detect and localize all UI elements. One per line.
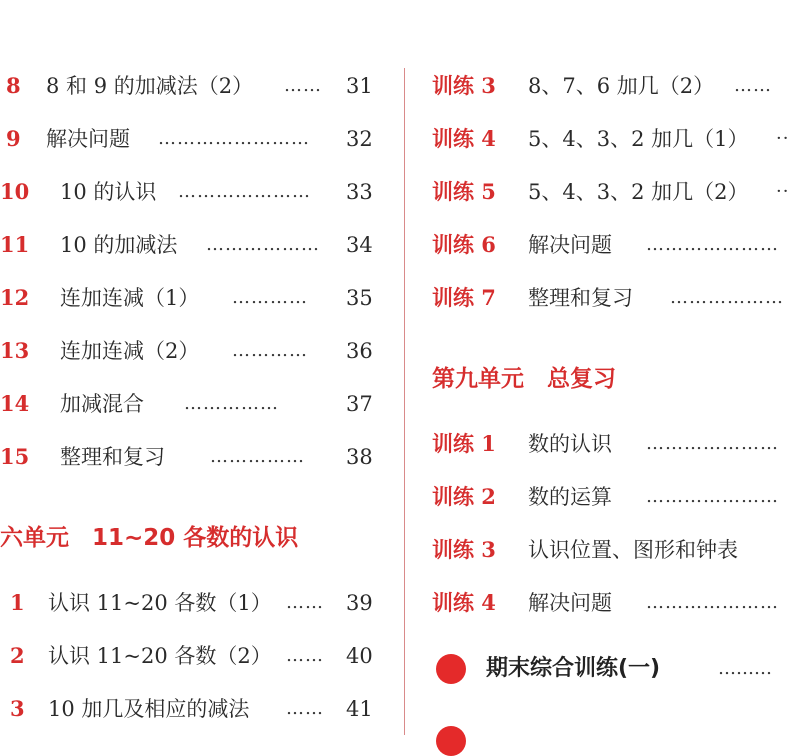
leader-dots: ……………… [670, 287, 784, 308]
entry-label: 训练 1 [432, 431, 496, 456]
entry-title: 10 的加减法 [60, 233, 178, 257]
toc-entry[interactable] [432, 483, 790, 513]
entry-number: 2 [10, 643, 25, 668]
toc-entry[interactable] [0, 125, 400, 155]
leader-dots: ………………… [646, 433, 779, 454]
toc-entry[interactable] [432, 589, 790, 619]
column-divider [404, 68, 405, 735]
entry-number: 14 [0, 391, 30, 416]
entry-label: 训练 6 [432, 232, 496, 257]
leader-dots: …………… [184, 393, 279, 414]
entry-title: 10 的认识 [60, 180, 157, 204]
entry-title: 解决问题 [528, 591, 612, 615]
entry-title: 10 加几及相应的减法 [48, 697, 250, 721]
entry-number: 9 [6, 126, 21, 151]
page-number: 34 [346, 233, 373, 257]
toc-entry[interactable] [0, 695, 400, 725]
leader-dots: …………………… [158, 128, 310, 149]
entry-number: 12 [0, 285, 30, 310]
entry-title: 加减混合 [60, 392, 144, 416]
entry-title: 连加连减（2） [60, 339, 200, 363]
page-number: 36 [346, 339, 373, 363]
leader-dots: ·· [776, 128, 790, 149]
entry-number: 3 [10, 696, 25, 721]
final-section-label: 期末综合训练(一) [486, 656, 661, 681]
entry-label: 训练 4 [432, 590, 496, 615]
entry-title: 整理和复习 [528, 286, 633, 310]
unit-heading: 六单元 11~20 各数的认识 [0, 525, 299, 551]
entry-label: 训练 5 [432, 179, 496, 204]
entry-title: 整理和复习 [60, 445, 165, 469]
leader-dots: …… [284, 75, 322, 96]
leader-dots: …… [286, 698, 324, 719]
entry-number: 1 [10, 590, 25, 615]
leader-dots: ………………… [646, 486, 779, 507]
red-circle-bullet-icon [436, 654, 466, 684]
page-number: 32 [346, 127, 373, 151]
page-number: 39 [346, 591, 373, 615]
leader-dots: ………………… [646, 592, 779, 613]
entry-title: 认识 11~20 各数（2） [48, 644, 272, 668]
toc-entry[interactable] [432, 284, 790, 314]
toc-entry[interactable] [0, 337, 400, 367]
entry-number: 15 [0, 444, 30, 469]
leader-dots: ………………… [178, 181, 311, 202]
toc-entry[interactable] [432, 178, 790, 208]
entry-label: 训练 2 [432, 484, 496, 509]
entry-title: 数的认识 [528, 432, 612, 456]
entry-label: 训练 7 [432, 285, 496, 310]
entry-title: 认识位置、图形和钟表 [528, 538, 738, 562]
entry-title: 8 和 9 的加减法（2） [46, 74, 254, 98]
entry-title: 5、4、3、2 加几（1） [528, 127, 749, 151]
red-circle-bullet-icon [436, 726, 466, 756]
entry-title: 解决问题 [46, 127, 130, 151]
leader-dots: ………… [232, 340, 308, 361]
leader-dots: …………… [210, 446, 305, 467]
entry-title: 数的运算 [528, 485, 612, 509]
entry-number: 8 [6, 73, 21, 98]
leader-dots: ……… [718, 658, 772, 679]
leader-dots: ·· [776, 181, 790, 202]
entry-label: 训练 3 [432, 73, 496, 98]
page-number: 37 [346, 392, 373, 416]
page-number: 41 [346, 697, 373, 721]
page-number: 40 [346, 644, 373, 668]
entry-title: 认识 11~20 各数（1） [48, 591, 272, 615]
page-number: 33 [346, 180, 373, 204]
toc-entry[interactable] [0, 231, 400, 261]
leader-dots: ……………… [206, 234, 320, 255]
toc-entry[interactable] [0, 72, 400, 102]
entry-label: 训练 4 [432, 126, 496, 151]
leader-dots: …… [734, 75, 772, 96]
page-number: 35 [346, 286, 373, 310]
toc-entry[interactable] [0, 642, 400, 672]
toc-entry[interactable] [0, 589, 400, 619]
entry-title: 5、4、3、2 加几（2） [528, 180, 749, 204]
entry-number: 13 [0, 338, 30, 363]
toc-entry[interactable] [0, 284, 400, 314]
toc-entry[interactable] [0, 443, 400, 473]
page-number: 31 [346, 74, 373, 98]
leader-dots: ………… [232, 287, 308, 308]
leader-dots: …… [286, 592, 324, 613]
unit-heading: 第九单元 总复习 [432, 366, 616, 392]
toc-entry[interactable] [432, 536, 790, 566]
entry-label: 训练 3 [432, 537, 496, 562]
entry-number: 11 [0, 232, 30, 257]
page-number: 38 [346, 445, 373, 469]
toc-entry[interactable] [0, 178, 400, 208]
toc-entry[interactable] [0, 390, 400, 420]
leader-dots: ………………… [646, 234, 779, 255]
entry-number: 10 [0, 179, 30, 204]
toc-entry[interactable] [432, 231, 790, 261]
entry-title: 解决问题 [528, 233, 612, 257]
toc-entry[interactable] [432, 430, 790, 460]
entry-title: 8、7、6 加几（2） [528, 74, 715, 98]
leader-dots: …… [286, 645, 324, 666]
entry-title: 连加连减（1） [60, 286, 200, 310]
toc-entry[interactable] [432, 125, 790, 155]
toc-entry[interactable] [432, 72, 790, 102]
